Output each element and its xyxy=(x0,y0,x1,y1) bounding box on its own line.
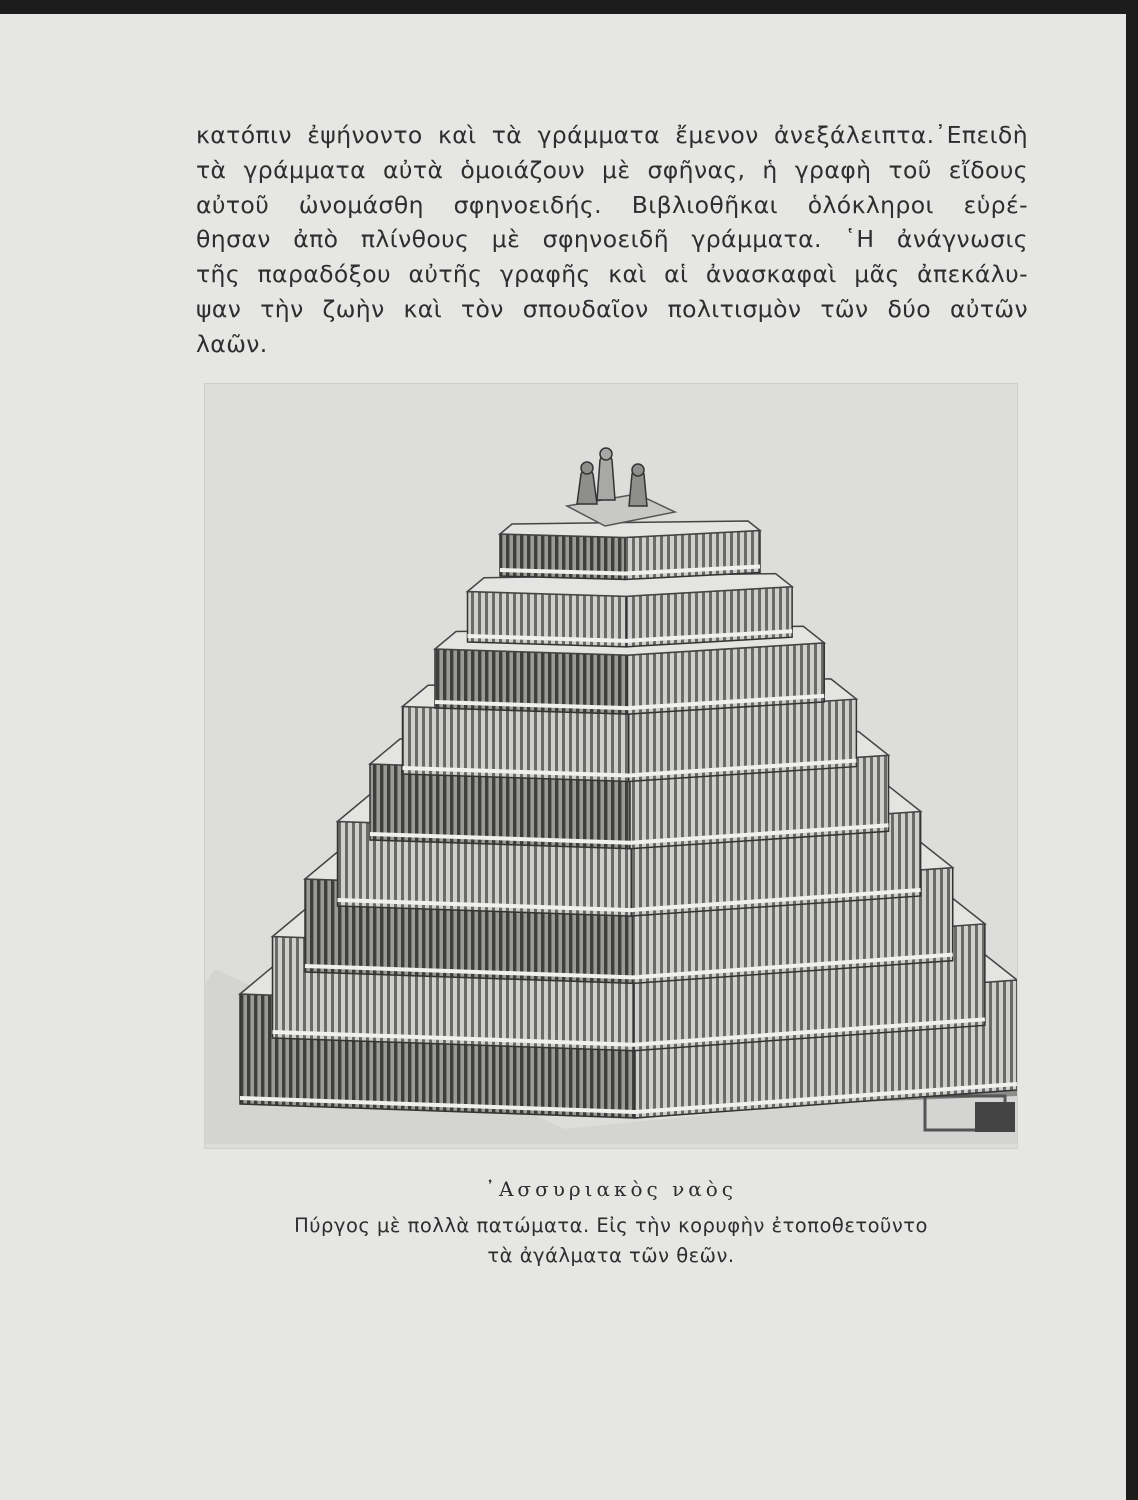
figure-caption xyxy=(205,1211,1017,1271)
text-line: τὰ γράμματα αὐτὰ ὁμοιάζουν μὲ σφῆνας, ἡ γραφὴ τοῦ εἴδους xyxy=(196,155,1028,184)
ziggurat-drawing xyxy=(205,384,1017,1148)
ziggurat-illustration xyxy=(205,384,1017,1148)
body-paragraph xyxy=(196,118,1028,362)
figure-caption-title: ᾿Ασσυριακὸς ναὸς xyxy=(484,1177,738,1201)
text-line: αὐτοῦ ὠνομάσθη σφηνοειδής. Βιβλιοθῆκαι ὁλόκληροι εὑρέ- xyxy=(196,190,1028,219)
caption-line: τὰ ἀγάλματα τῶν θεῶν. xyxy=(487,1244,735,1267)
tier-9 xyxy=(500,521,760,580)
text-line: τῆς παραδόξου αὐτῆς γραφῆς καὶ αἱ ἀνασκαφαὶ μᾶς ἀπεκάλυ- xyxy=(196,260,1028,289)
text-line: θησαν ἀπὸ πλίνθους μὲ σφηνοειδῆ γράμματα. ῾Η ἀνάγνωσις xyxy=(196,225,1028,254)
caption-line: Πύργος μὲ πολλὰ πατώματα. Εἰς τὴν κορυφὴν ἐτοποθετοῦντο xyxy=(294,1214,928,1237)
text-line: λαῶν. xyxy=(196,329,268,358)
text-line: κατόπιν ἐψήνοντο καὶ τὰ γράμματα ἔμενον ἀνεξάλειπτα.᾿Επειδὴ xyxy=(196,121,1028,149)
text-line: ψαν τὴν ζωὴν καὶ τὸν σπουδαῖον πολιτισμὸν τῶν δύο αὐτῶν xyxy=(196,294,1028,323)
tier-8 xyxy=(468,574,793,647)
